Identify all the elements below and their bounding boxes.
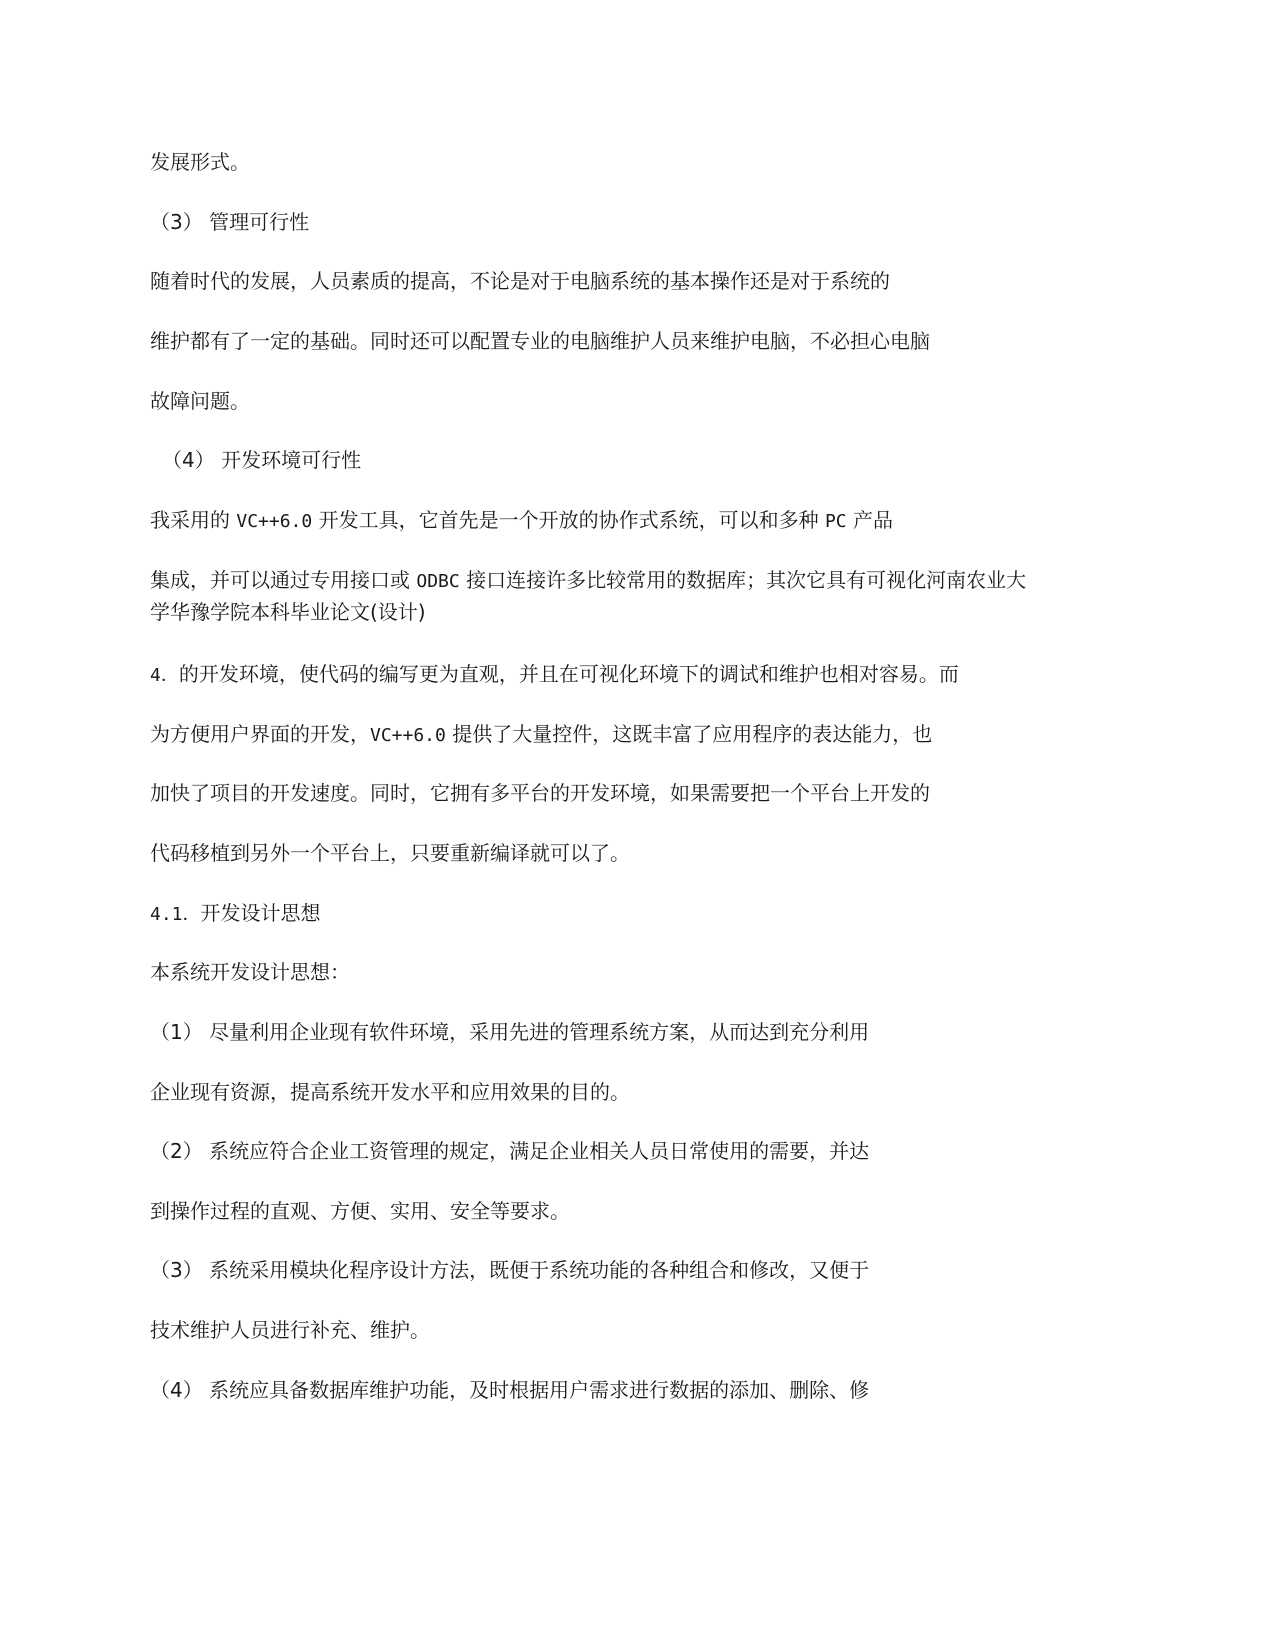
text-span: 产品 bbox=[846, 508, 893, 532]
text-span: 技术维护人员进行补充、维护。 bbox=[150, 1318, 430, 1342]
text-span: 故障问题。 bbox=[150, 389, 250, 413]
text-span: 集成，并可以通过专用接口或 bbox=[150, 568, 417, 592]
section-number: 4． bbox=[150, 665, 179, 686]
code-term: PC bbox=[824, 511, 847, 532]
paragraph-line bbox=[150, 387, 250, 415]
paragraph-line bbox=[150, 720, 932, 750]
text-span: 的开发环境，使代码的编写更为直观，并且在可视化环境下的调试和维护也相对容易。而 bbox=[178, 662, 959, 686]
paragraph-line bbox=[150, 1197, 570, 1225]
text-span: 学华豫学院本科毕业论文(设计) bbox=[150, 600, 426, 624]
paragraph-line bbox=[150, 1316, 430, 1344]
paragraph-line bbox=[150, 327, 930, 355]
paragraph-line bbox=[150, 566, 1026, 596]
text-span: 随着时代的发展，人员素质的提高，不论是对于电脑系统的基本操作还是对于系统的 bbox=[150, 269, 890, 293]
paragraph-line bbox=[150, 148, 250, 176]
code-term: ODBC bbox=[416, 571, 460, 592]
text-span: （4） 系统应具备数据库维护功能，及时根据用户需求进行数据的添加、删除、修 bbox=[150, 1378, 870, 1402]
text-span: （3） 系统采用模块化程序设计方法，既便于系统功能的各种组合和修改，又便于 bbox=[150, 1258, 870, 1282]
text-span: 开发工具，它首先是一个开放的协作式系统，可以和多种 bbox=[312, 508, 825, 532]
text-span: 到操作过程的直观、方便、实用、安全等要求。 bbox=[150, 1199, 570, 1223]
text-span: （1） 尽量利用企业现有软件环境，采用先进的管理系统方案，从而达到充分利用 bbox=[150, 1020, 870, 1044]
running-header-text bbox=[150, 598, 426, 626]
paragraph-line bbox=[150, 506, 893, 536]
text-span: 发展形式。 bbox=[150, 150, 250, 174]
text-span: 维护都有了一定的基础。同时还可以配置专业的电脑维护人员来维护电脑，不必担心电脑 bbox=[150, 329, 930, 353]
list-item bbox=[150, 1376, 869, 1404]
text-span: 企业现有资源，提高系统开发水平和应用效果的目的。 bbox=[150, 1080, 630, 1104]
list-item bbox=[150, 1137, 869, 1165]
text-span: 提供了大量控件，这既丰富了应用程序的表达能力，也 bbox=[445, 722, 933, 746]
paragraph-line bbox=[150, 958, 350, 986]
section-heading-dev-env-feasibility bbox=[162, 446, 361, 474]
paragraph-line bbox=[150, 839, 630, 867]
text-span: 代码移植到另外一个平台上，只要重新编译就可以了。 bbox=[150, 841, 630, 865]
text-span: 接口连接许多比较常用的数据库；其次它具有可视化河南农业大 bbox=[459, 568, 1027, 592]
text-span: 本系统开发设计思想： bbox=[150, 960, 350, 984]
text-span: 开发设计思想 bbox=[200, 901, 321, 925]
paragraph-line bbox=[150, 779, 930, 807]
text-span: 加快了项目的开发速度。同时，它拥有多平台的开发环境，如果需要把一个平台上开发的 bbox=[150, 781, 930, 805]
text-span: （2） 系统应符合企业工资管理的规定，满足企业相关人员日常使用的需要，并达 bbox=[150, 1139, 870, 1163]
section-heading-management-feasibility bbox=[150, 208, 309, 236]
section-number: 4.1． bbox=[150, 904, 201, 925]
text-span: （3） 管理可行性 bbox=[150, 210, 310, 234]
paragraph-line bbox=[150, 1078, 630, 1106]
list-item bbox=[150, 1256, 869, 1284]
code-term: VC++6.0 bbox=[370, 725, 446, 746]
paragraph-line bbox=[150, 660, 959, 690]
text-span: 我采用的 bbox=[150, 508, 237, 532]
text-span: 为方便用户界面的开发， bbox=[150, 722, 370, 746]
text-span: （4） 开发环境可行性 bbox=[162, 448, 362, 472]
code-term: VC++6.0 bbox=[236, 511, 313, 532]
list-item bbox=[150, 1018, 869, 1046]
section-heading-design-idea bbox=[150, 899, 321, 929]
paragraph-line bbox=[150, 267, 890, 295]
